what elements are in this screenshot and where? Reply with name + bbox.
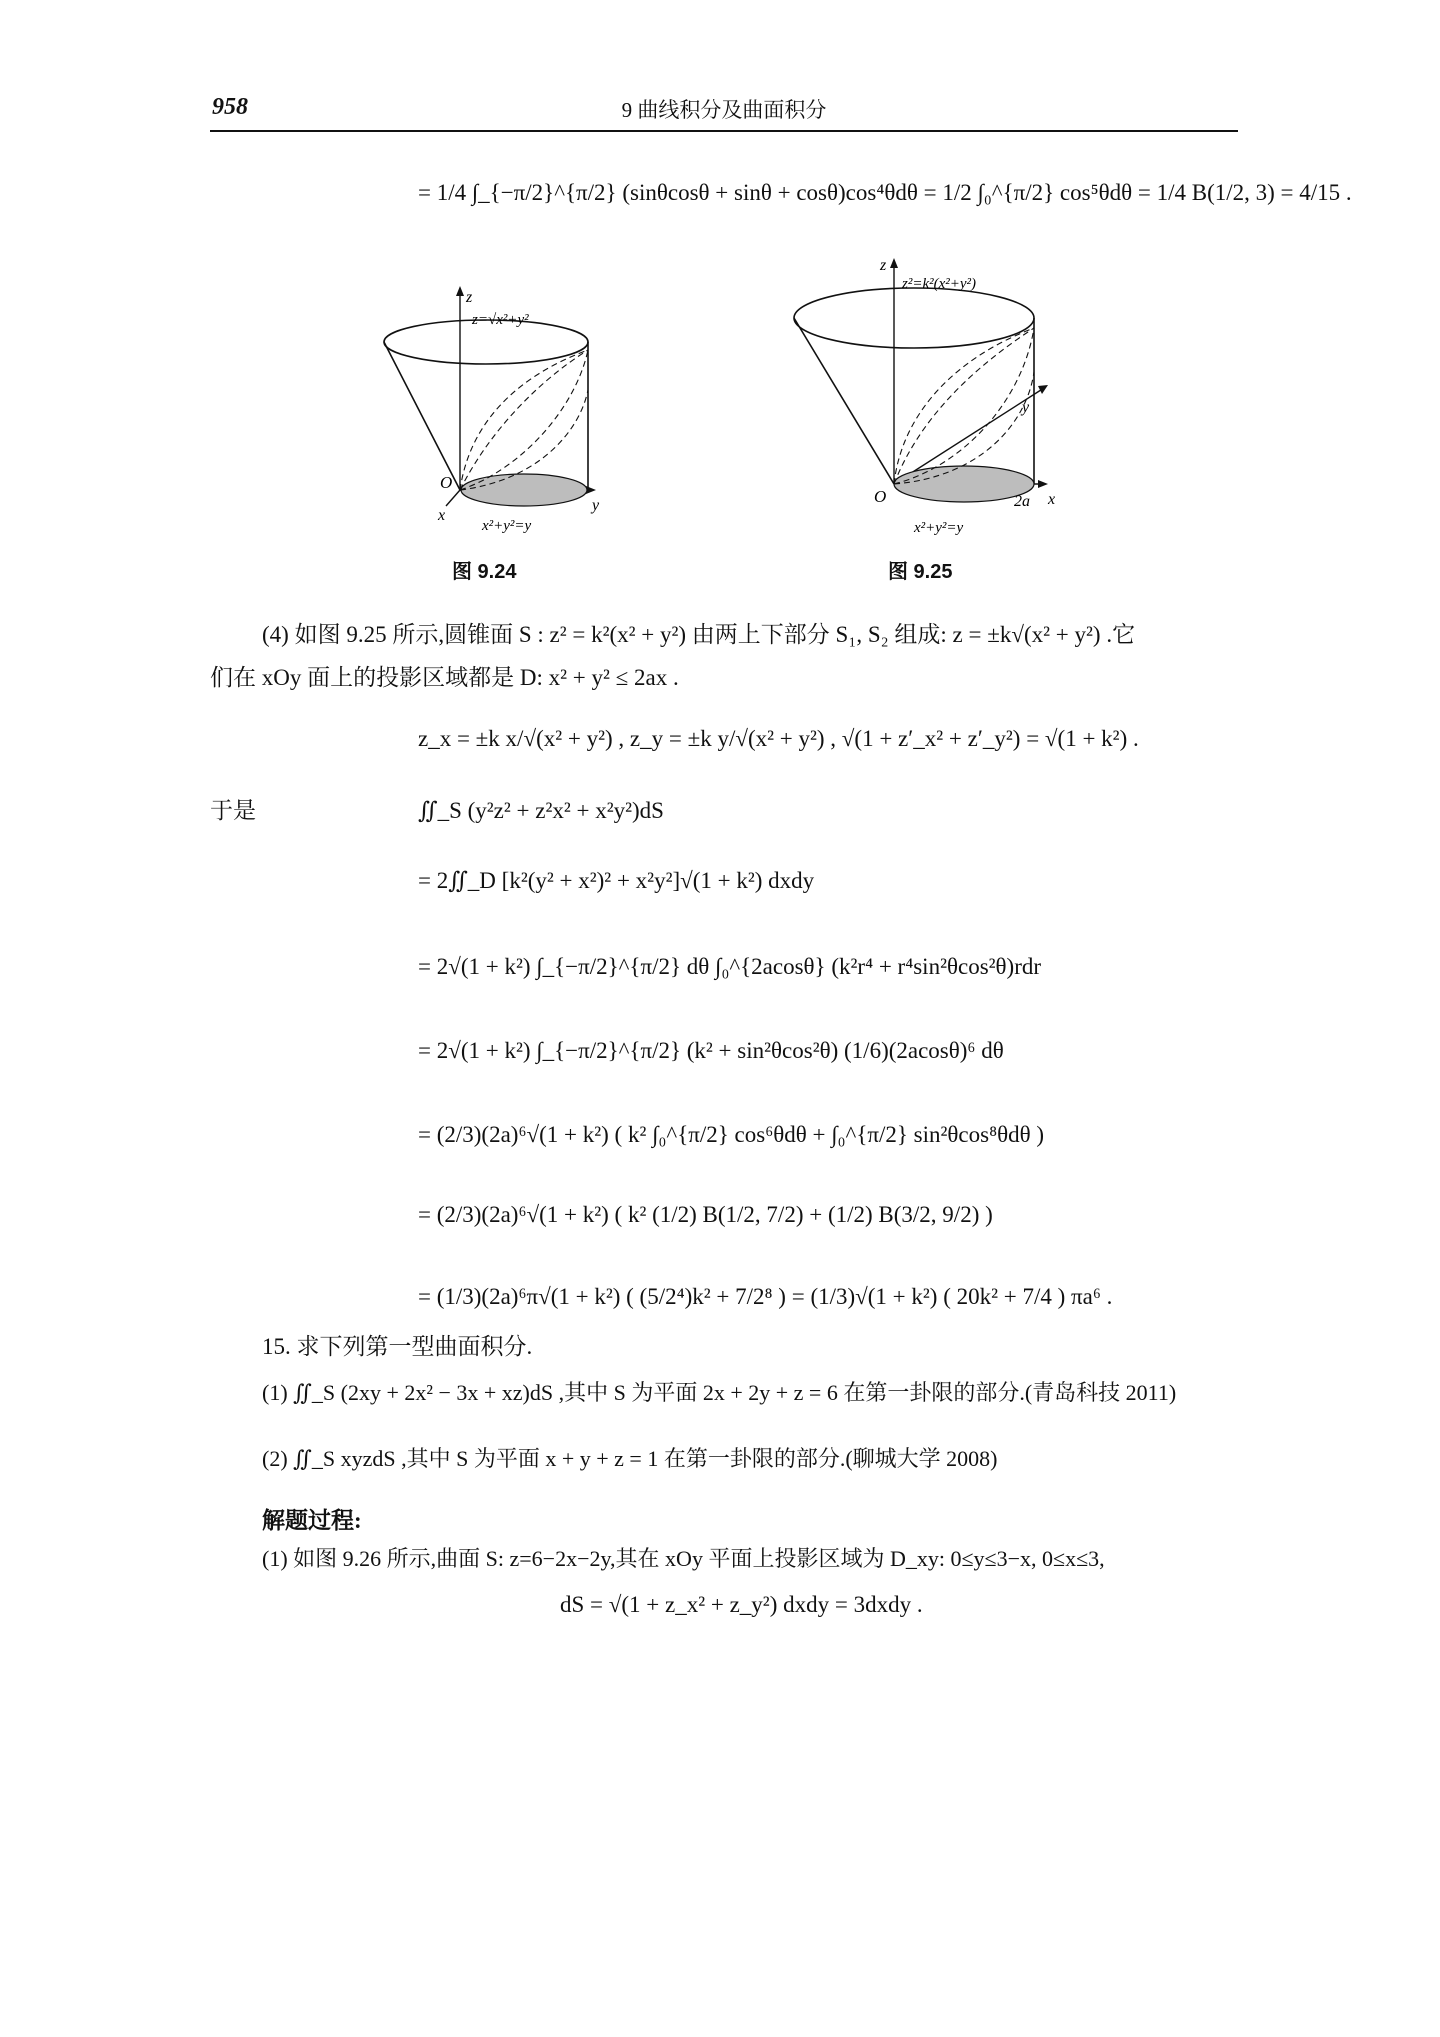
label-origin: O (440, 473, 453, 492)
figure-9-24 (370, 280, 600, 540)
solution-heading: 解题过程: (262, 1508, 362, 1533)
label-y: y (1022, 399, 1030, 416)
derivation-step-6: = (1/3)(2a)⁶π√(1 + k²) ( (5/2⁴)k² + 7/2⁸ ) = (1/3)√(1 + k²) ( 20k² + 7/4 ) πa⁶ . (418, 1284, 1113, 1309)
label-surface: z=√x²+y² (472, 312, 529, 328)
caption-9-24: 图 9.24 (452, 561, 517, 583)
cone-rim (794, 288, 1034, 348)
label-2a: 2a (1014, 493, 1030, 510)
chapter-title: 9 曲线积分及曲面积分 (621, 98, 827, 122)
problem-15-title: 15. 求下列第一型曲面积分. (262, 1334, 533, 1359)
caption-9-25: 图 9.25 (888, 561, 953, 583)
paragraph-part4-line2: 们在 xOy 面上的投影区域都是 D: x² + y² ≤ 2ax . (210, 665, 679, 690)
derivation-step-1: = 2∬_D [k²(y² + x²)² + x²y²]√(1 + k²) dxdy (418, 868, 815, 893)
label-x: x (1048, 491, 1056, 508)
x-axis (446, 490, 460, 506)
problem-15-item1: (1) ∬_S (2xy + 2x² − 3x + xz)dS ,其中 S 为平面 2x + 2y + z = 6 在第一卦限的部分.(青岛科技 2011) (262, 1380, 1177, 1405)
label-yushi: 于是 (210, 798, 256, 823)
derivation-step-0: ∬_S (y²z² + z²x² + x²y²)dS (418, 798, 664, 823)
solution-line2: dS = √(1 + z_x² + z_y²) dxdy = 3dxdy . (560, 1592, 923, 1617)
derivation-step-3: = 2√(1 + k²) ∫_{−π/2}^{π/2} (k² + sin²θcos²θ) (1/6)(2acosθ)⁶ dθ (418, 1038, 1004, 1063)
running-header (210, 92, 1238, 132)
label-origin: O (874, 487, 887, 506)
equation-top: = 1/4 ∫_{−π/2}^{π/2} (sinθcosθ + sinθ + cosθ)cos⁴θdθ = 1/2 ∫₀^{π/2} cos⁵θdθ = 1/4 B(1/2, 3) = 4/15 . (418, 180, 1352, 205)
figure-9-25 (782, 252, 1082, 542)
label-x: x (438, 507, 446, 524)
label-surface: z²=k²(x²+y²) (902, 276, 977, 292)
label-y: y (592, 497, 600, 514)
page-number: 958 (212, 94, 248, 120)
label-region: x²+y²=y (914, 520, 964, 536)
label-z: z (880, 257, 887, 274)
problem-15-item2: (2) ∬_S xyzdS ,其中 S 为平面 x + y + z = 1 在第一卦限的部分.(聊城大学 2008) (262, 1446, 998, 1471)
derivation-step-2: = 2√(1 + k²) ∫_{−π/2}^{π/2} dθ ∫₀^{2acosθ} (k²r⁴ + r⁴sin²θcos²θ)rdr (418, 954, 1042, 979)
solution-line1: (1) 如图 9.26 所示,曲面 S: z=6−2x−2y,其在 xOy 平面上投影区域为 D_xy: 0≤y≤3−x, 0≤x≤3, (262, 1546, 1105, 1571)
derivation-step-5: = (2/3)(2a)⁶√(1 + k²) ( k² (1/2) B(1/2, 7/2) + (1/2) B(3/2, 9/2) ) (418, 1202, 993, 1227)
label-z: z (466, 289, 473, 306)
paragraph-part4-line1: (4) 如图 9.25 所示,圆锥面 S : z² = k²(x² + y²) 由两上下部分 S₁, S₂ 组成: z = ±k√(x² + y²) .它 (262, 622, 1136, 647)
equation-partials: z_x = ±k x/√(x² + y²) , z_y = ±k y/√(x² + y²) , √(1 + z′_x² + z′_y²) = √(1 + k²) . (418, 726, 1139, 751)
projection-region (461, 474, 587, 506)
label-region: x²+y²=y (482, 518, 532, 534)
projection-region (894, 466, 1034, 502)
derivation-step-4: = (2/3)(2a)⁶√(1 + k²) ( k² ∫₀^{π/2} cos⁶θdθ + ∫₀^{π/2} sin²θcos⁸θdθ ) (418, 1122, 1045, 1147)
